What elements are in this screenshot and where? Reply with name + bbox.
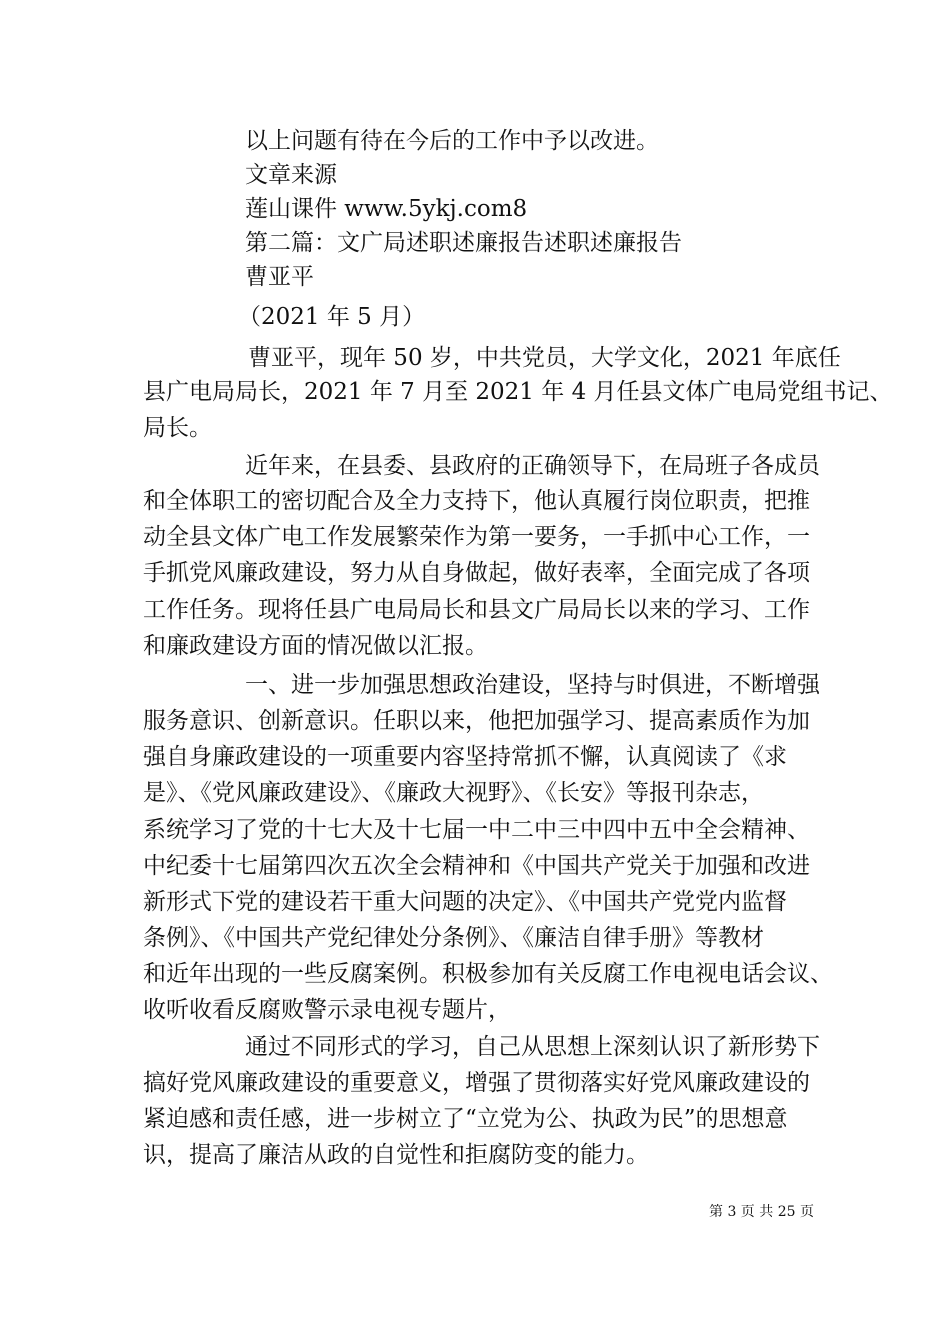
paragraph-3-line-6: 中纪委十七届第四次五次全会精神和《中国共产党关于加强和改进: [143, 853, 810, 879]
paragraph-1-line-3: 局长。: [143, 415, 212, 441]
paragraph-3-line-4: 是》、《党风廉政建设》、《廉政大视野》、《长安》等报刊杂志，: [143, 780, 764, 806]
paragraph-3-line-1: 一、进一步加强思想政治建设，坚持与时俱进，不断增强: [245, 672, 820, 698]
report-date: （2021 年 5 月）: [238, 304, 426, 330]
paragraph-2-line-6: 和廉政建设方面的情况做以汇报。: [143, 633, 488, 659]
page-number-footer: 第 3 页 共 25 页: [709, 1204, 814, 1220]
paragraph-3-line-3: 强自身廉政建设的一项重要内容坚持常抓不懈，认真阅读了《求: [143, 744, 787, 770]
section-title: 第二篇：文广局述职述廉报告述职述廉报告: [245, 230, 682, 256]
paragraph-3-line-9: 和近年出现的一些反腐案例。积极参加有关反腐工作电视电话会议、: [143, 961, 833, 987]
paragraph-4-line-4: 识，提高了廉洁从政的自觉性和拒腐防变的能力。: [143, 1142, 649, 1168]
source-site: 莲山课件 www.5ykj.com8: [245, 196, 528, 222]
paragraph-3-line-7: 新形式下党的建设若干重大问题的决定》、《中国共产党党内监督: [143, 889, 787, 915]
author-name: 曹亚平: [245, 264, 314, 290]
paragraph-3-line-2: 服务意识、创新意识。任职以来，他把加强学习、提高素质作为加: [143, 708, 810, 734]
paragraph-3-line-10: 收听收看反腐败警示录电视专题片，: [143, 997, 511, 1023]
paragraph-4-line-3: 紧迫感和责任感，进一步树立了“立党为公、执政为民”的思想意: [143, 1106, 788, 1132]
paragraph-2-line-4: 手抓党风廉政建设，努力从自身做起，做好表率，全面完成了各项: [143, 560, 810, 586]
paragraph-2-line-2: 和全体职工的密切配合及全力支持下，他认真履行岗位职责，把推: [143, 488, 810, 514]
source-label: 文章来源: [245, 162, 337, 188]
paragraph-1-line-2: 县广电局局长，2021 年 7 月至 2021 年 4 月任县文体广电局党组书记、: [143, 379, 893, 405]
paragraph-3-line-5: 系统学习了党的十七大及十七届一中二中三中四中五中全会精神、: [143, 817, 810, 843]
paragraph-2-line-3: 动全县文体广电工作发展繁荣作为第一要务，一手抓中心工作，一: [143, 524, 810, 550]
closing-line: 以上问题有待在今后的工作中予以改进。: [245, 128, 659, 154]
paragraph-1-line-1: 曹亚平，现年 50 岁，中共党员，大学文化，2021 年底任: [248, 345, 841, 371]
paragraph-3-line-8: 条例》、《中国共产党纪律处分条例》、《廉洁自律手册》等教材: [143, 925, 764, 951]
paragraph-4-line-2: 搞好党风廉政建设的重要意义，增强了贯彻落实好党风廉政建设的: [143, 1070, 810, 1096]
paragraph-4-line-1: 通过不同形式的学习，自己从思想上深刻认识了新形势下: [245, 1034, 820, 1060]
paragraph-2-line-1: 近年来，在县委、县政府的正确领导下，在局班子各成员: [245, 453, 820, 479]
paragraph-2-line-5: 工作任务。现将任县广电局局长和县文广局局长以来的学习、工作: [143, 597, 810, 623]
